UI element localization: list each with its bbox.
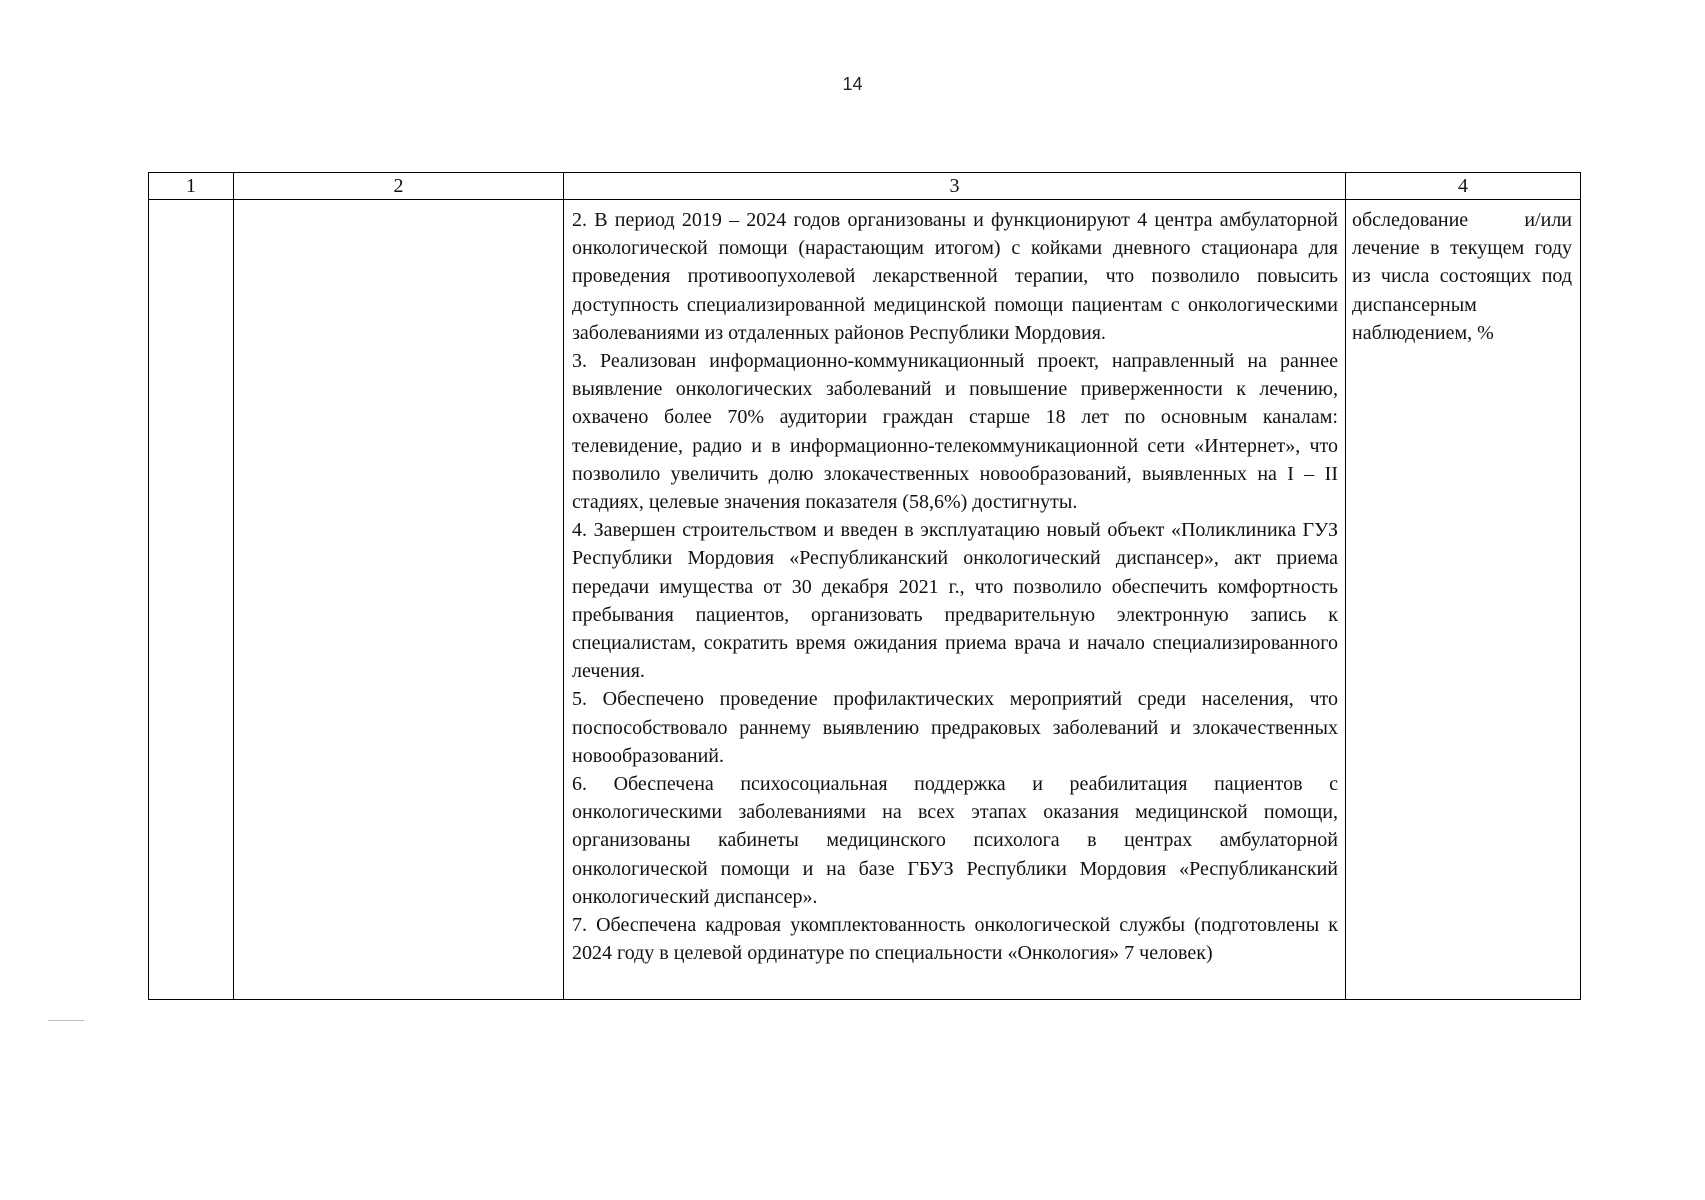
paragraph-item-2: 2. В период 2019 – 2024 годов организованы и функционируют 4 центра амбулаторной онкологической помощи (нарастающим итогом) с койками дневного стационара для проведения противоопухолевой лекарственной терапии, что позволило повысить доступность специализированной медицинской помощи пациентам с онкологическими заболеваниями из отдаленных районов Республики Мордовия.: [572, 209, 1338, 344]
cell-col1-text: [149, 200, 233, 206]
cell-col1: [149, 200, 234, 1000]
column-header-3: 3: [564, 173, 1346, 200]
cell-col2: [234, 200, 564, 1000]
cell-col3: [564, 200, 1346, 1000]
cell-col3-text: [564, 200, 1345, 967]
paragraph-item-7: 7. Обеспечена кадровая укомплектованность онкологической службы (подготовлены к 2024 году в целевой ординатуре по специальности «Онкология» 7 человек): [572, 914, 1338, 965]
table-header-row: [149, 173, 1581, 200]
page-number: 14: [842, 74, 863, 94]
column-header-4: 4: [1346, 173, 1581, 200]
column-header-1: 1: [149, 173, 234, 200]
paragraph-item-6: 6. Обеспечена психосоциальная поддержка и реабилитация пациентов с онкологическими заболеваниями на всех этапах оказания медицинской помощи, организованы кабинеты медицинского психолога в центрах амбулаторной онкологической помощи и на базе ГБУЗ Республики Мордовия «Республиканский онкологический диспансер».: [572, 773, 1338, 908]
document-table: [148, 172, 1581, 1000]
column-header-2: 2: [234, 173, 564, 200]
cell-col4-text: обследование и/или лечение в текущем году из числа состоящих под диспансерным наблюдением, %: [1352, 209, 1572, 344]
paragraph-item-4: 4. Завершен строительством и введен в эксплуатацию новый объект «Поликлиника ГУЗ Республики Мордовия «Республиканский онкологический диспансер», акт приема передачи имущества от 30 декабря 2021 г., что позволило обеспечить комфортность пребывания пациентов, организовать предварительную электронную запись к специалистам, сократить время ожидания приема врача и начало специализированного лечения.: [572, 519, 1338, 683]
cell-col4: [1346, 200, 1581, 1000]
paragraph-item-5: 5. Обеспечено проведение профилактических мероприятий среди населения, что поспособствовало раннему выявлению предраковых заболеваний и злокачественных новообразований.: [572, 688, 1338, 767]
cell-col2-text: [234, 200, 563, 206]
paragraph-item-3: 3. Реализован информационно-коммуникационный проект, направленный на раннее выявление онкологических заболеваний и повышение приверженности к лечению, охвачено более 70% аудитории граждан старше 18 лет по основным каналам: телевидение, радио и в информационно-телекоммуникационной сети «Интернет», что позволило увеличить долю злокачественных новообразований, выявленных на I – II стадиях, целевые значения показателя (58,6%) достигнуты.: [572, 350, 1338, 514]
scan-artifact-line: [48, 1020, 84, 1021]
table-row: [149, 200, 1581, 1000]
